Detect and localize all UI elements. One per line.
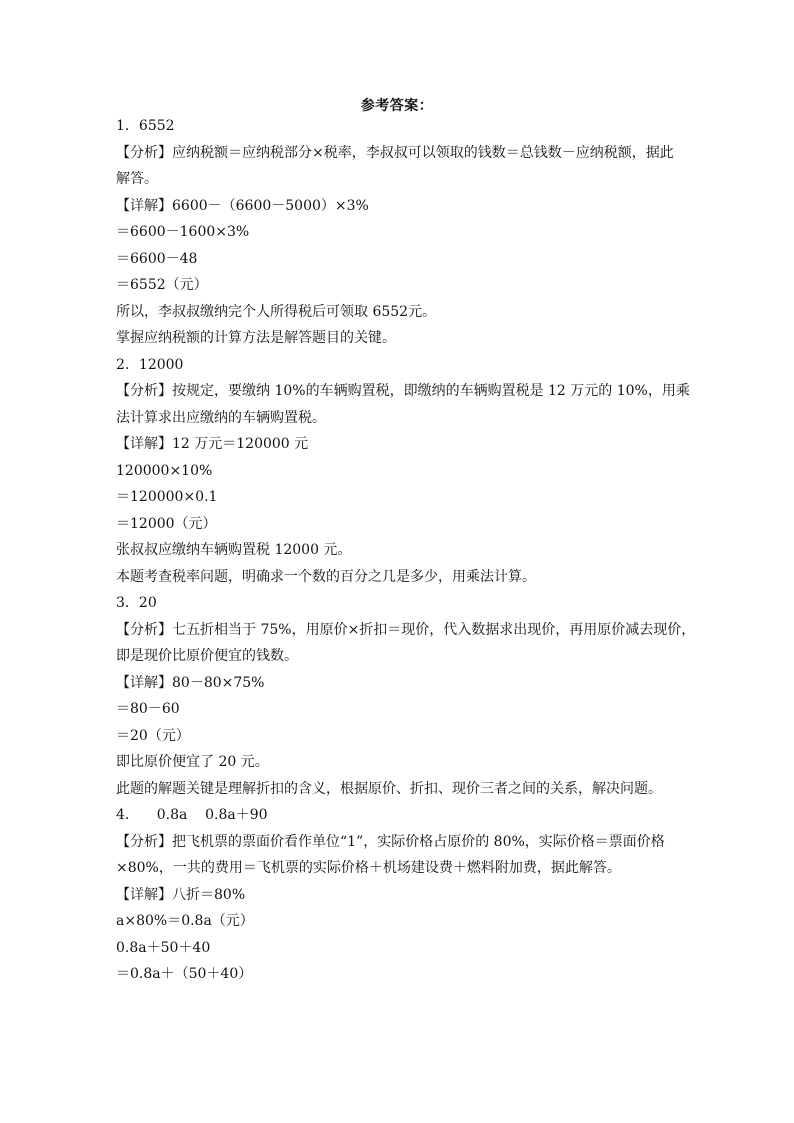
answer-line: 【分析】把飞机票的票面价看作单位“1”，实际价格占原价的 80%，实际价格＝票面价格: [116, 833, 665, 850]
answer-line: 【分析】七五折相当于 75%，用原价×折扣＝现价，代入数据求出现价，再用原价减去现价，: [116, 621, 696, 638]
answer-line: 所以，李叔叔缴纳完个人所得税后可领取 6552元。: [116, 303, 437, 320]
answer-line: ＝0.8a＋（50＋40）: [116, 966, 253, 982]
answer-line: 【详解】12 万元＝120000 元: [116, 436, 309, 452]
answer-line: ＝6552（元）: [116, 277, 208, 293]
answer-line: 2．12000: [116, 356, 184, 373]
answer-line: 即是现价比原价便宜的钱数。: [116, 648, 298, 664]
answer-line: ＝120000×0.1: [116, 489, 218, 505]
answer-line: ＝6600－48: [116, 250, 198, 267]
answer-line: 4． 0.8a 0.8a＋90: [116, 807, 268, 823]
page-title: 参考答案：: [360, 98, 434, 114]
answer-content: [116, 113, 696, 988]
answer-line: 0.8a＋50＋40: [116, 939, 211, 956]
answer-line: ×80%，一共的费用＝飞机票的实际价格＋机场建设费＋燃料附加费，据此解答。: [116, 860, 621, 876]
answer-line: 3．20: [116, 595, 157, 611]
answer-line: 【分析】按规定，要缴纳 10%的车辆购置税，即缴纳的车辆购置税是 12 万元的 10%，用乘: [116, 383, 690, 399]
answer-line: 1．6552: [116, 118, 175, 134]
answer-line: 120000×10%: [116, 462, 213, 479]
answer-line: 本题考查税率问题，明确求一个数的百分之几是多少，用乘法计算。: [116, 568, 536, 585]
answer-line: 此题的解题关键是理解折扣的含义，根据原价、折扣、现价三者之间的关系，解决问题。: [116, 780, 662, 797]
answer-line: 解答。: [116, 171, 158, 187]
answer-line: 【详解】八折＝80%: [116, 886, 246, 903]
answer-line: 【分析】应纳税额＝应纳税部分×税率，李叔叔可以领取的钱数＝总钱数－应纳税额，据此: [116, 144, 674, 161]
answer-line: ＝6600－1600×3%: [116, 224, 250, 240]
answer-line: 即比原价便宜了 20 元。: [116, 754, 269, 770]
answer-line: a×80%＝0.8a（元）: [116, 913, 254, 929]
answer-line: 掌握应纳税额的计算方法是解答题目的关键。: [116, 330, 396, 346]
answer-line: 张叔叔应缴纳车辆购置税 12000 元。: [116, 542, 352, 558]
answer-line: ＝20（元）: [116, 727, 190, 744]
answer-line: ＝80－60: [116, 701, 180, 717]
answer-line: 法计算求出应缴纳的车辆购置税。: [116, 409, 326, 426]
answer-line: 【详解】6600－（6600－5000）×3%: [116, 197, 369, 214]
answer-line: 【详解】80－80×75%: [116, 674, 265, 691]
answer-line: ＝12000（元）: [116, 515, 217, 532]
